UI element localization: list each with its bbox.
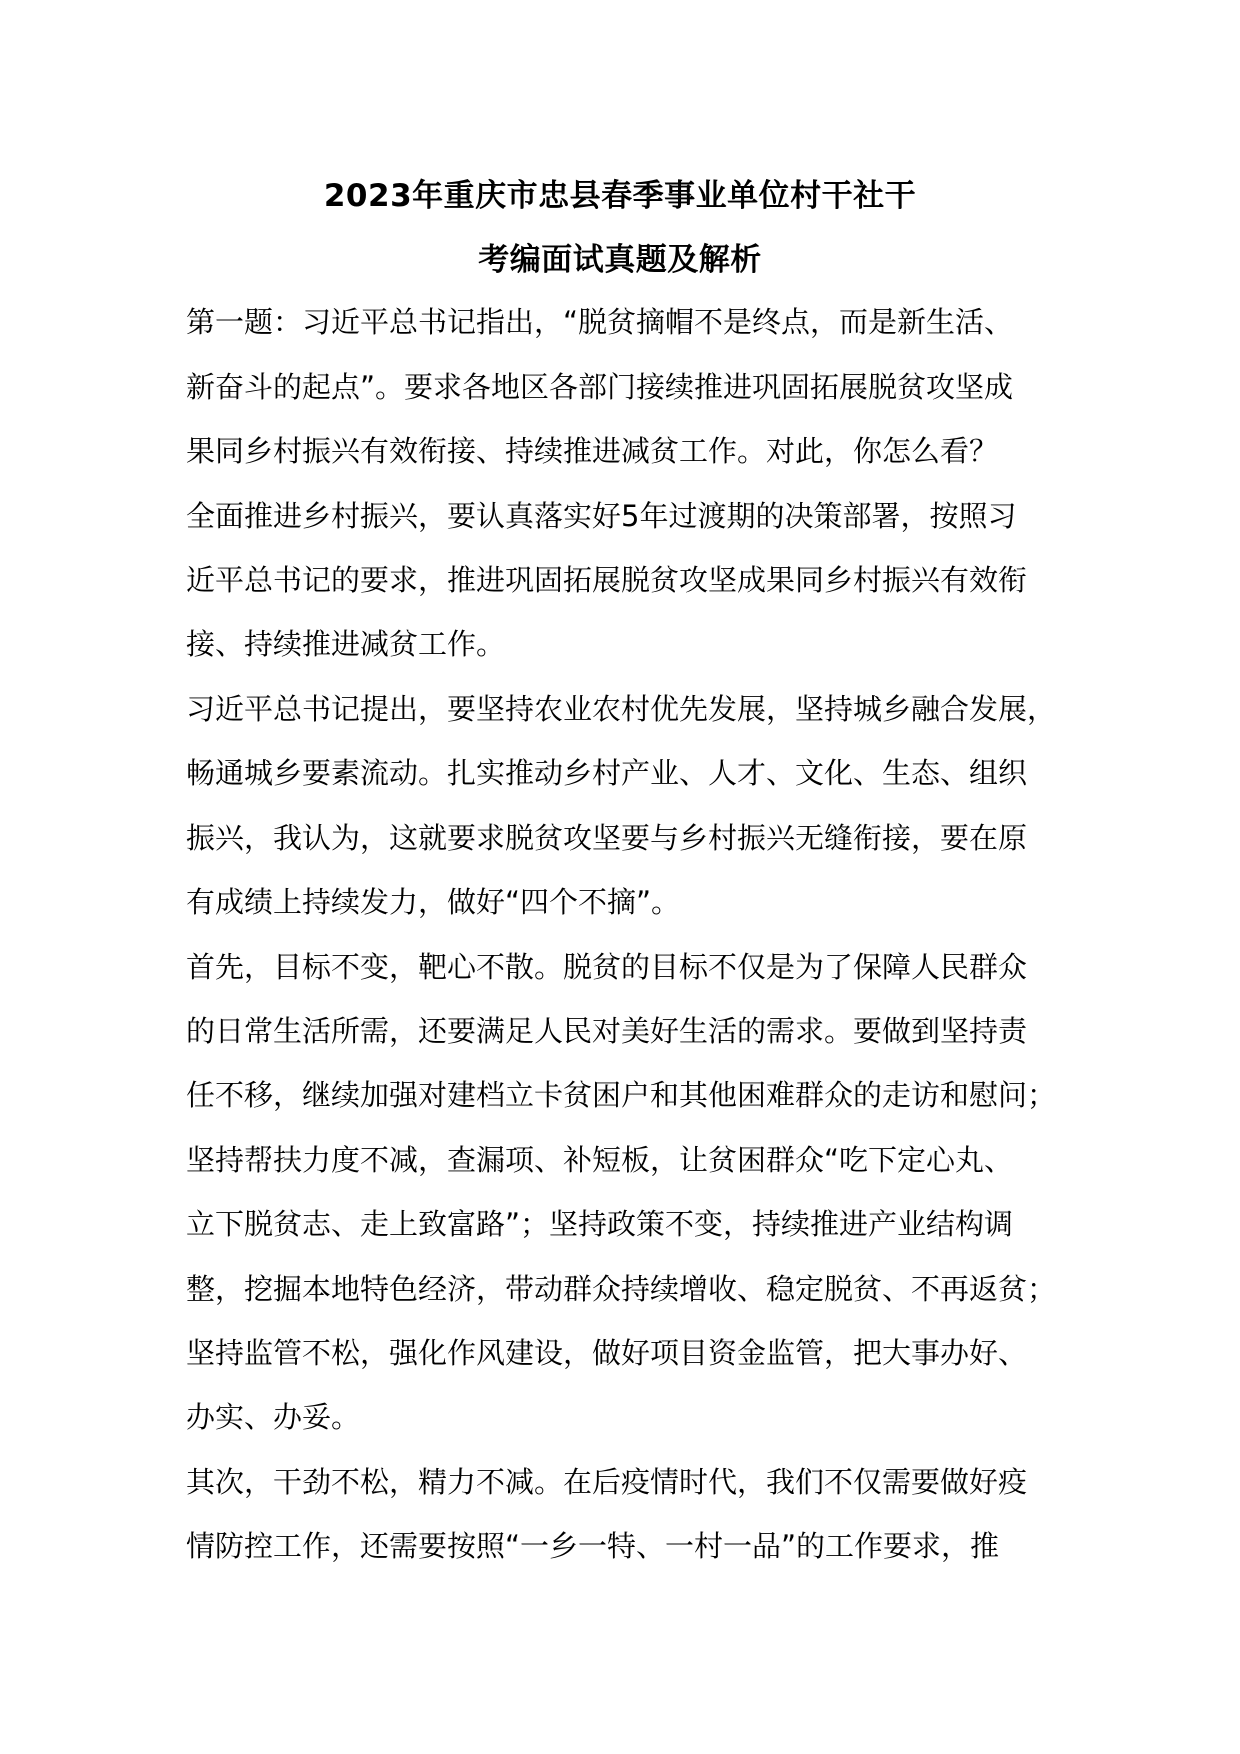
body-text-line: 近平总书记的要求，推进巩固拓展脱贫攻坚成果同乡村振兴有效衔 bbox=[186, 563, 1028, 597]
document-title-line-2: 考编面试真题及解析 bbox=[478, 242, 762, 278]
body-text-line: 畅通城乡要素流动。扎实推动乡村产业、人才、文化、生态、组织 bbox=[186, 756, 1028, 790]
body-text-line: 整，挖掘本地特色经济，带动群众持续增收、稳定脱贫、不再返贫； bbox=[186, 1272, 1057, 1306]
body-text-line: 全面推进乡村振兴，要认真落实好5年过渡期的决策部署，按照习 bbox=[186, 499, 1017, 533]
document-title-line-1: 2023年重庆市忠县春季事业单位村干社干 bbox=[323, 178, 917, 214]
body-text-line: 的日常生活所需，还要满足人民对美好生活的需求。要做到坚持责 bbox=[186, 1014, 1028, 1048]
body-text-line: 任不移，继续加强对建档立卡贫困户和其他困难群众的走访和慰问； bbox=[186, 1078, 1057, 1112]
body-text-line: 接、持续推进减贫工作。 bbox=[186, 627, 506, 661]
body-text-line: 振兴，我认为，这就要求脱贫攻坚要与乡村振兴无缝衔接，要在原 bbox=[186, 821, 1028, 855]
body-text-line: 坚持帮扶力度不减，查漏项、补短板，让贫困群众“吃下定心丸、 bbox=[186, 1143, 1014, 1177]
body-text-line: 有成绩上持续发力，做好“四个不摘”。 bbox=[186, 885, 681, 919]
body-text-line: 办实、办妥。 bbox=[186, 1400, 361, 1434]
body-text-line: 立下脱贫志、走上致富路”；坚持政策不变，持续推进产业结构调 bbox=[186, 1207, 1014, 1241]
body-text-line: 坚持监管不松，强化作风建设，做好项目资金监管，把大事办好、 bbox=[186, 1336, 1028, 1370]
body-text-line: 新奋斗的起点”。要求各地区各部门接续推进巩固拓展脱贫攻坚成 bbox=[186, 370, 1014, 404]
body-text-line: 其次，干劲不松，精力不减。在后疫情时代，我们不仅需要做好疫 bbox=[186, 1465, 1028, 1499]
body-text-line: 情防控工作，还需要按照“一乡一特、一村一品”的工作要求，推 bbox=[186, 1529, 1000, 1563]
body-text-line: 首先，目标不变，靶心不散。脱贫的目标不仅是为了保障人民群众 bbox=[186, 950, 1028, 984]
body-text-line: 第一题：习近平总书记指出，“脱贫摘帽不是终点，而是新生活、 bbox=[186, 305, 1014, 339]
body-text-line: 习近平总书记提出，要坚持农业农村优先发展，坚持城乡融合发展， bbox=[186, 692, 1057, 726]
body-text-line: 果同乡村振兴有效衔接、持续推进减贫工作。对此，你怎么看？ bbox=[186, 434, 999, 468]
